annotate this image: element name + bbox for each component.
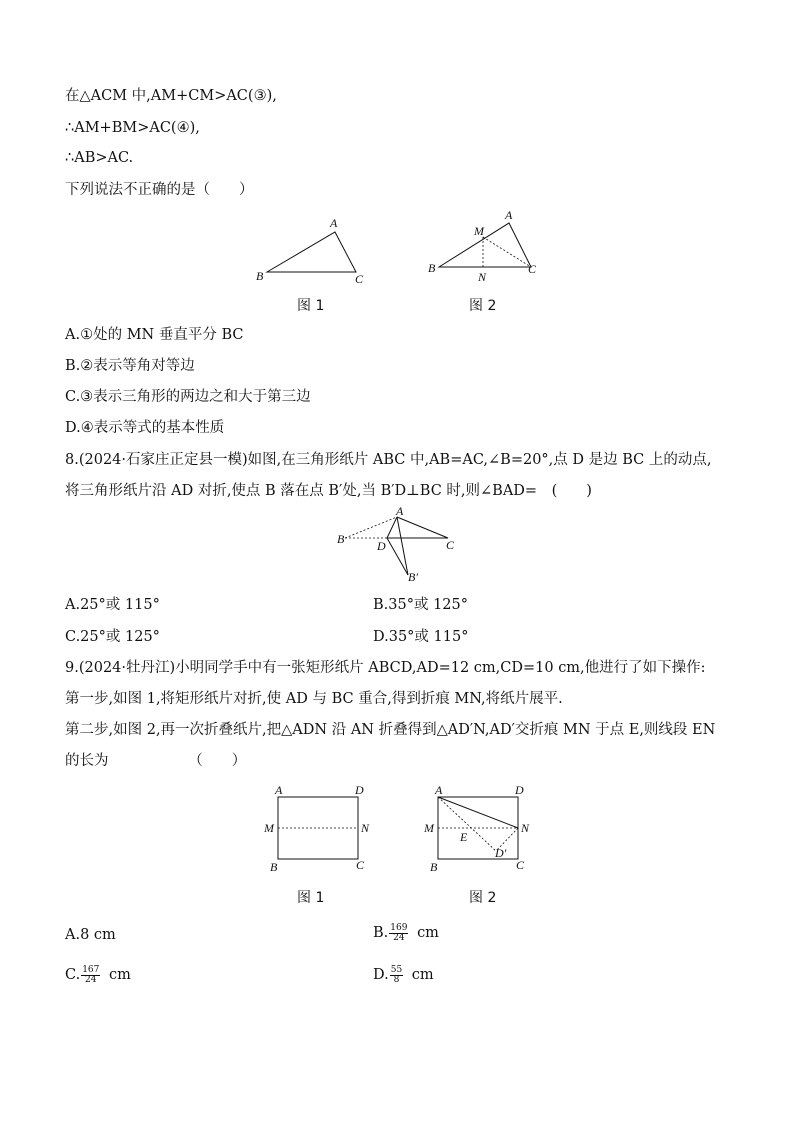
label-A: A <box>435 783 443 797</box>
label-M: M <box>424 821 434 835</box>
label-A: A <box>275 783 283 797</box>
q7-figure-2-caption: 图 2 <box>469 298 497 314</box>
label-D: D <box>355 783 364 797</box>
label-B-prime: B′ <box>408 570 418 584</box>
q8-option-c: C.25°或 125° <box>65 629 160 645</box>
label-D-prime: D′ <box>495 846 507 860</box>
label-N: N <box>521 821 530 835</box>
label-D: D <box>515 783 524 797</box>
label-N: N <box>361 821 370 835</box>
label-E: E <box>460 830 468 844</box>
q9-figure-2-caption: 图 2 <box>469 890 497 906</box>
option-c-prefix: C. <box>65 967 81 983</box>
q9-option-d <box>373 965 434 985</box>
label-C: C <box>356 858 365 872</box>
q9-figure-1 <box>262 783 382 873</box>
label-C: C <box>446 538 455 552</box>
q9-stem-line-3: 第二步,如图 2,再一次折叠纸片,把△ADN 沿 AN 折叠得到△AD′N,AD′交折痕 MN 于点 E,则线段 EN <box>65 722 716 738</box>
q8-stem-line-1: 8.(2024·石家庄正定县一模)如图,在三角形纸片 ABC 中,AB=AC,∠B=20°,点 D 是边 BC 上的动点, <box>65 452 712 468</box>
q8-option-b: B.35°或 125° <box>373 597 469 613</box>
label-A: A <box>330 216 338 230</box>
q9-stem-line-2: 第一步,如图 1,将矩形纸片对折,使 AD 与 BC 重合,得到折痕 MN,将纸片展平. <box>65 691 563 707</box>
label-B: B <box>430 860 438 874</box>
label-A: A <box>396 504 404 518</box>
fraction: $\frac{169}{24}$ <box>390 922 408 943</box>
q7-option-b: B.②表示等角对等边 <box>65 358 195 374</box>
label-N: N <box>478 270 487 284</box>
option-b-prefix: B. <box>373 925 389 941</box>
q8-stem-line-2: 将三角形纸片沿 AD 对折,使点 B 落在点 B′处,当 B′D⊥BC 时,则∠BAD= ( ) <box>65 483 592 499</box>
proof-line-2: ∴AM+BM>AC(④), <box>65 120 200 136</box>
unit: cm <box>411 967 434 983</box>
proof-line-3: ∴AB>AC. <box>65 150 134 166</box>
label-B: B <box>256 269 264 283</box>
label-C: C <box>528 262 537 276</box>
q8-figure <box>335 505 465 590</box>
fraction: $\frac{55}{8}$ <box>390 964 403 985</box>
label-B: B <box>337 532 345 546</box>
q9-figure-1-caption: 图 1 <box>297 890 325 906</box>
question-7-stem: 下列说法不正确的是（ ） <box>65 182 254 198</box>
q9-figure-2 <box>422 783 547 873</box>
fraction: $\frac{167}{24}$ <box>82 964 100 985</box>
label-C: C <box>516 858 525 872</box>
label-M: M <box>264 821 274 835</box>
label-A: A <box>505 208 513 222</box>
q7-figure-2 <box>425 205 555 290</box>
q9-option-b <box>373 923 439 943</box>
label-C: C <box>355 272 364 286</box>
label-B: B <box>428 261 436 275</box>
label-M: M <box>474 224 484 238</box>
q9-stem-line-1: 9.(2024·牡丹江)小明同学手中有一张矩形纸片 ABCD,AD=12 cm,CD=10 cm,他进行了如下操作: <box>65 660 706 676</box>
q7-option-a: A.①处的 MN 垂直平分 BC <box>65 327 244 343</box>
unit: cm <box>108 967 131 983</box>
q8-option-d: D.35°或 115° <box>373 629 469 645</box>
q7-figure-1 <box>250 215 380 290</box>
q9-option-c <box>65 965 131 985</box>
option-d-prefix: D. <box>373 967 389 983</box>
q7-option-c: C.③表示三角形的两边之和大于第三边 <box>65 389 311 405</box>
q9-stem-line-4: 的长为 （ ） <box>65 753 247 769</box>
q7-figure-1-caption: 图 1 <box>297 298 325 314</box>
label-B: B <box>270 860 278 874</box>
label-D: D <box>377 539 386 553</box>
unit: cm <box>417 925 439 941</box>
q7-option-d: D.④表示等式的基本性质 <box>65 420 225 436</box>
proof-line-1: 在△ACM 中,AM+CM>AC(③), <box>65 88 277 104</box>
q9-option-a: A.8 cm <box>65 927 116 943</box>
q8-option-a: A.25°或 115° <box>65 597 160 613</box>
